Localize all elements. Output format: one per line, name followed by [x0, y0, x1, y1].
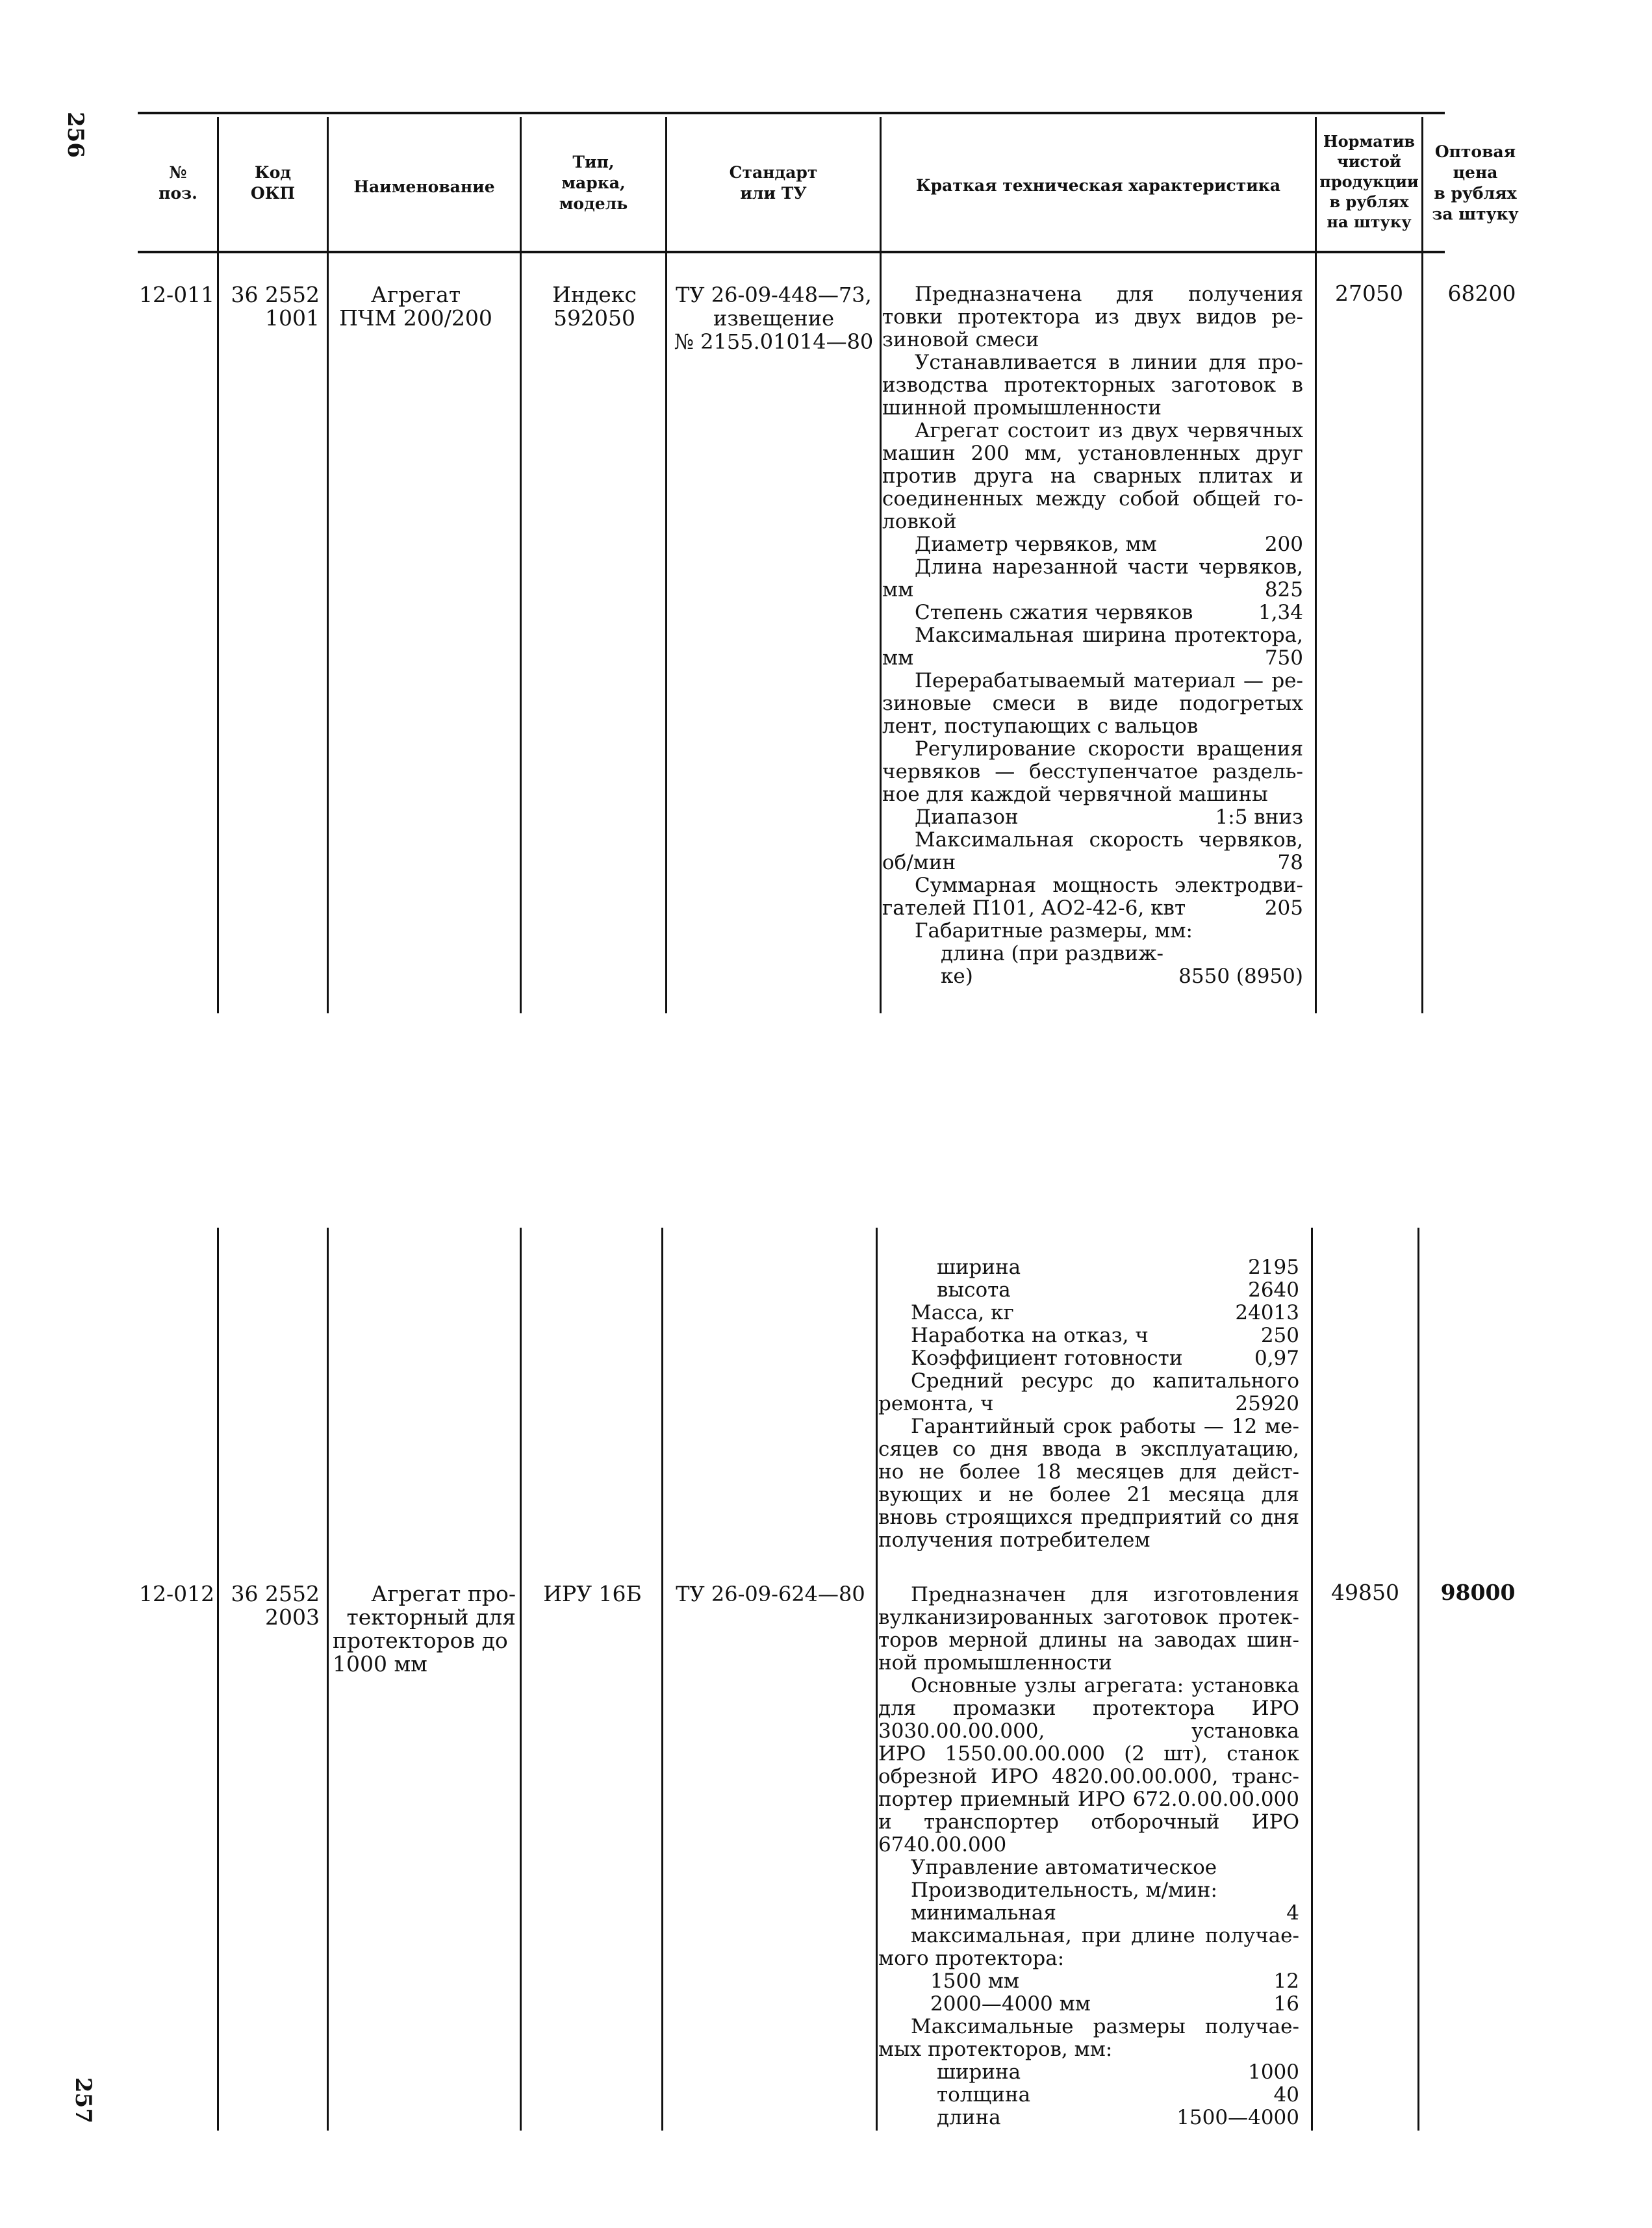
desc-line: [882, 601, 1303, 624]
row1-description-continued: [878, 1256, 1299, 1552]
desc-line: [878, 1652, 1299, 1675]
desc-line: [882, 465, 1303, 488]
desc-line: [882, 329, 1303, 351]
desc-line: [882, 829, 1303, 852]
desc-text: машин 200 мм, установленных друг: [882, 442, 1303, 465]
col-divider-7-lower: [1417, 1228, 1419, 2131]
desc-text: ловкой: [882, 511, 957, 533]
row2-code: 36 2552 2003: [231, 1581, 320, 1630]
table-top-rule: [138, 112, 1445, 114]
desc-value: 2640: [1248, 1279, 1299, 1302]
page-number-left: 256: [62, 112, 88, 158]
desc-text: шинной промышленности: [882, 397, 1162, 420]
desc-line: [878, 1584, 1299, 1606]
desc-value: 1000: [1248, 2061, 1299, 2084]
desc-line: [882, 488, 1303, 511]
desc-line: [882, 624, 1303, 647]
desc-text: Максимальная ширина протектора,: [915, 624, 1303, 647]
desc-value: 24013: [1235, 1302, 1299, 1324]
desc-line: [878, 1720, 1299, 1743]
desc-text: ке): [941, 965, 973, 988]
desc-line: [878, 1902, 1299, 1925]
desc-line: [878, 1415, 1299, 1438]
desc-line: [882, 897, 1303, 920]
desc-text: ИРО 1550.00.00.000 (2 шт), станок: [878, 1743, 1299, 1766]
desc-line: [882, 306, 1303, 329]
desc-text: Длина нарезанной части червяков,: [915, 556, 1303, 579]
desc-text: Управление автоматическое: [911, 1856, 1217, 1879]
col-divider-4-lower: [661, 1228, 663, 2131]
desc-line: [878, 1393, 1299, 1415]
desc-text: длина: [937, 2107, 1001, 2129]
desc-text: длина (при раздвиж-: [941, 943, 1163, 965]
desc-line: [878, 1993, 1299, 2016]
header-price: Оптовая цена в рублях за штуку: [1432, 142, 1519, 223]
header-norm: Норматив чистой продукции в рублях на штуку: [1319, 132, 1419, 231]
desc-text: Устанавливается в линии для про-: [915, 351, 1303, 374]
desc-text: Максимальные размеры получае-: [911, 2016, 1299, 2038]
col-divider-3: [520, 117, 522, 1013]
desc-text: гателей П101, АО2-42-6, квт: [882, 897, 1186, 920]
header-name: Наименование: [353, 177, 495, 196]
row2-price: 98000: [1440, 1580, 1516, 1605]
desc-line: [882, 715, 1303, 738]
desc-line: [878, 2084, 1299, 2107]
header-spec: Краткая техническая характеристика: [915, 176, 1281, 195]
desc-text: Производительность, м/мин:: [911, 1879, 1217, 1902]
row1-pos: 12-011: [139, 282, 215, 307]
desc-line: [882, 579, 1303, 601]
desc-text: Габаритные размеры, мм:: [915, 920, 1193, 943]
desc-line: [878, 2016, 1299, 2038]
desc-text: 6740.00.000: [878, 1834, 1007, 1856]
desc-text: Суммарная мощность электродви-: [915, 874, 1303, 897]
desc-line: [878, 1370, 1299, 1393]
col-divider-6-lower: [1311, 1228, 1313, 2131]
desc-line: [882, 874, 1303, 897]
desc-line: [882, 943, 1303, 965]
desc-text: вновь строящихся предприятий со дня: [878, 1506, 1299, 1529]
desc-text: Степень сжатия червяков: [915, 601, 1193, 624]
desc-value: 40: [1273, 2084, 1299, 2107]
desc-line: [878, 1438, 1299, 1461]
desc-text: 1500 мм: [930, 1970, 1019, 1993]
desc-value: 1:5 вниз: [1215, 806, 1303, 829]
desc-text: максимальная, при длине получае-: [911, 1925, 1299, 1947]
desc-value: 750: [1264, 647, 1303, 670]
desc-line: [878, 1697, 1299, 1720]
desc-text: ширина: [937, 2061, 1021, 2084]
desc-text: толщина: [937, 2084, 1031, 2107]
desc-line: [878, 1302, 1299, 1324]
desc-line: [882, 556, 1303, 579]
desc-text: и транспортер отборочный ИРО: [878, 1811, 1299, 1834]
desc-line: [882, 511, 1303, 533]
desc-value: 1,34: [1258, 601, 1303, 624]
col-divider-1-lower: [217, 1228, 219, 2131]
desc-value: 250: [1260, 1324, 1299, 1347]
desc-value: 25920: [1235, 1393, 1299, 1415]
desc-text: изводства протекторных заготовок в: [882, 374, 1303, 397]
desc-text: Регулирование скорости вращения: [915, 738, 1303, 761]
desc-value: 12: [1273, 1970, 1299, 1993]
desc-line: [878, 1506, 1299, 1529]
desc-line: [882, 806, 1303, 829]
desc-line: [878, 1529, 1299, 1552]
row1-name: Агрегат ПЧМ 200/200: [339, 282, 492, 331]
desc-text: но не более 18 месяцев для дейст-: [878, 1461, 1299, 1484]
desc-text: сяцев со дня ввода в эксплуатацию,: [878, 1438, 1299, 1461]
desc-line: [882, 533, 1303, 556]
row2-standard: ТУ 26-09-624—80: [676, 1582, 865, 1606]
desc-line: [878, 1675, 1299, 1697]
row2-name: Агрегат про- текторный для протекторов до 1000 мм: [333, 1581, 516, 1677]
page-number-right: 257: [70, 2077, 96, 2123]
desc-text: соединенных между собой общей го-: [882, 488, 1303, 511]
desc-value: 205: [1264, 897, 1303, 920]
desc-line: [878, 1484, 1299, 1506]
col-divider-4: [665, 117, 667, 1013]
desc-value: 825: [1264, 579, 1303, 601]
desc-line: [882, 761, 1303, 783]
desc-line: [882, 647, 1303, 670]
desc-line: [882, 283, 1303, 306]
desc-line: [878, 1766, 1299, 1788]
row1-price: 68200: [1447, 281, 1516, 306]
desc-text: Гарантийный срок работы — 12 ме-: [911, 1415, 1299, 1438]
desc-line: [882, 852, 1303, 874]
desc-text: Основные узлы агрегата: установка: [911, 1675, 1299, 1697]
row2-description: [878, 1584, 1299, 2129]
desc-text: получения потребителем: [878, 1529, 1150, 1552]
desc-text: мм: [882, 647, 914, 670]
desc-value: 200: [1264, 533, 1303, 556]
desc-text: об/мин: [882, 852, 956, 874]
desc-line: [878, 1743, 1299, 1766]
col-divider-5-lower: [876, 1228, 878, 2131]
desc-line: [882, 692, 1303, 715]
col-divider-2-lower: [327, 1228, 329, 2131]
desc-text: зиновой смеси: [882, 329, 1039, 351]
row1-norm: 27050: [1335, 281, 1403, 306]
desc-text: ремонта, ч: [878, 1393, 994, 1415]
row2-pos: 12-012: [139, 1581, 215, 1606]
desc-line: [878, 1879, 1299, 1902]
desc-line: [878, 1834, 1299, 1856]
desc-line: [882, 351, 1303, 374]
desc-text: вующих и не более 21 месяца для: [878, 1484, 1299, 1506]
desc-text: для промазки протектора ИРО: [878, 1697, 1299, 1720]
desc-text: Максимальная скорость червяков,: [915, 829, 1303, 852]
header-code: Код ОКП: [250, 163, 296, 203]
desc-line: [882, 442, 1303, 465]
desc-text: 3030.00.00.000, установка: [878, 1720, 1299, 1743]
desc-text: против друга на сварных плитах и: [882, 465, 1303, 488]
desc-line: [878, 1925, 1299, 1947]
desc-text: мого протектора:: [878, 1947, 1065, 1970]
desc-text: Агрегат состоит из двух червячных: [915, 420, 1303, 442]
desc-text: Диаметр червяков, мм: [915, 533, 1157, 556]
desc-text: высота: [937, 1279, 1011, 1302]
desc-value: 2195: [1248, 1256, 1299, 1279]
desc-text: торов мерной длины на заводах шин-: [878, 1629, 1299, 1652]
desc-line: [882, 783, 1303, 806]
desc-text: ное для каждой червячной машины: [882, 783, 1268, 806]
desc-text: Средний ресурс до капитального: [911, 1370, 1299, 1393]
desc-line: [878, 1606, 1299, 1629]
desc-text: 2000—4000 мм: [930, 1993, 1091, 2016]
desc-line: [878, 1279, 1299, 1302]
desc-line: [882, 670, 1303, 692]
desc-text: минимальная: [911, 1902, 1056, 1925]
row1-description: [882, 283, 1303, 988]
desc-text: портер приемный ИРО 672.0.00.00.000: [878, 1788, 1299, 1811]
desc-line: [878, 1256, 1299, 1279]
desc-line: [878, 1811, 1299, 1834]
desc-text: зиновые смеси в виде подогретых: [882, 692, 1303, 715]
desc-text: мм: [882, 579, 914, 601]
desc-line: [878, 1947, 1299, 1970]
desc-line: [878, 2061, 1299, 2084]
desc-line: [878, 1629, 1299, 1652]
desc-line: [878, 2107, 1299, 2129]
desc-value: 16: [1273, 1993, 1299, 2016]
desc-value: 78: [1277, 852, 1303, 874]
row2-type: ИРУ 16Б: [543, 1581, 642, 1606]
desc-line: [878, 1461, 1299, 1484]
desc-line: [878, 2038, 1299, 2061]
desc-value: 0,97: [1254, 1347, 1299, 1370]
row1-code: 36 2552 1001: [231, 282, 320, 331]
desc-line: [878, 1788, 1299, 1811]
desc-value: 1500—4000: [1176, 2107, 1299, 2129]
desc-text: Перерабатываемый материал — ре-: [915, 670, 1303, 692]
desc-text: червяков — бесступенчатое раздель-: [882, 761, 1303, 783]
col-divider-7: [1421, 117, 1423, 1013]
desc-text: товки протектора из двух видов ре-: [882, 306, 1303, 329]
col-divider-2: [327, 117, 329, 1013]
col-divider-3-lower: [520, 1228, 522, 2131]
desc-value: 4: [1286, 1902, 1299, 1925]
desc-line: [882, 738, 1303, 761]
desc-line: [882, 397, 1303, 420]
col-divider-5: [880, 117, 882, 1013]
row1-type: Индекс 592050: [552, 282, 637, 331]
desc-text: Масса, кг: [911, 1302, 1014, 1324]
desc-text: лент, поступающих с вальцов: [882, 715, 1199, 738]
header-pos: № поз.: [159, 163, 197, 203]
desc-text: мых протекторов, мм:: [878, 2038, 1113, 2061]
header-bottom-rule: [138, 251, 1445, 253]
row2-norm: 49850: [1331, 1580, 1399, 1605]
desc-line: [882, 420, 1303, 442]
desc-text: Наработка на отказ, ч: [911, 1324, 1149, 1347]
desc-text: вулканизированных заготовок протек-: [878, 1606, 1299, 1629]
desc-text: Предназначен для изготовления: [911, 1584, 1299, 1606]
header-standard: Стандарт или ТУ: [729, 163, 818, 203]
desc-text: обрезной ИРО 4820.00.00.000, транс-: [878, 1766, 1299, 1788]
desc-line: [878, 1970, 1299, 1993]
desc-text: Диапазон: [915, 806, 1019, 829]
col-divider-6: [1315, 117, 1317, 1013]
col-divider-1: [217, 117, 219, 1013]
desc-text: ной промышленности: [878, 1652, 1112, 1675]
desc-line: [882, 965, 1303, 988]
desc-line: [878, 1347, 1299, 1370]
header-type: Тип, марка, модель: [559, 153, 628, 213]
desc-line: [882, 374, 1303, 397]
desc-line: [878, 1856, 1299, 1879]
desc-value: 8550 (8950): [1178, 965, 1303, 988]
row1-standard: ТУ 26-09-448—73, извещение № 2155.01014—80: [674, 283, 874, 354]
desc-text: Коэффициент готовности: [911, 1347, 1183, 1370]
desc-line: [882, 920, 1303, 943]
desc-text: ширина: [937, 1256, 1021, 1279]
desc-text: Предназначена для получения: [915, 283, 1303, 306]
desc-line: [878, 1324, 1299, 1347]
